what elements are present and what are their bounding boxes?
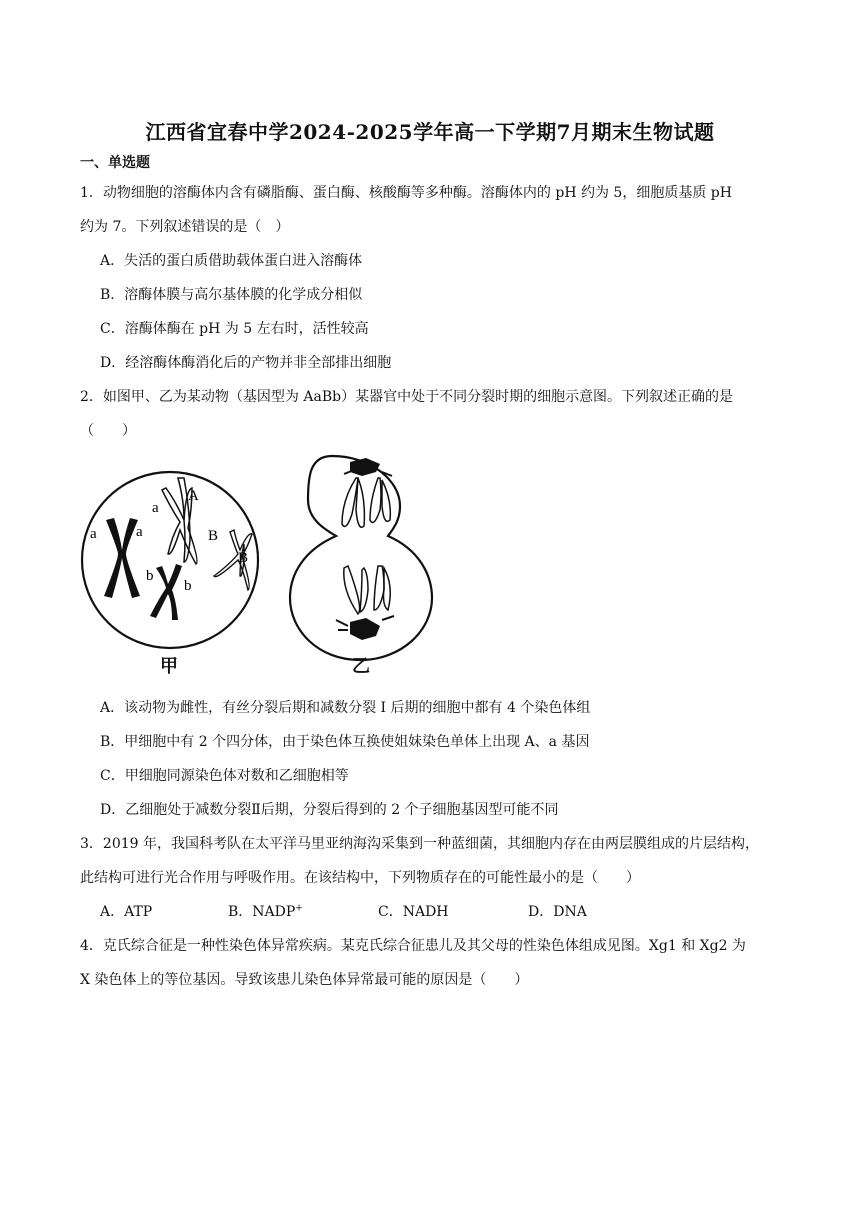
gene-label-a3: a: [152, 500, 159, 516]
chromosomes-bottom: [344, 566, 390, 614]
q2-option-d: D．乙细胞处于减数分裂Ⅱ后期，分裂后得到的 2 个子细胞基因型可能不同: [100, 802, 559, 818]
q1-option-b: B．溶酶体膜与高尔基体膜的化学成分相似: [100, 287, 363, 303]
q4-stem-line1: 4．克氏综合征是一种性染色体异常疾病。某克氏综合征患儿及其父母的性染色体组成见图。Xg1 和 Xg2 为: [80, 938, 746, 954]
figure-label-jia: 甲: [160, 656, 178, 677]
section-heading: 一、单选题: [80, 155, 150, 171]
q3-nadp-superscript: +: [295, 903, 303, 914]
chromosome-aa-black: [104, 518, 140, 598]
q3-option-c: C．NADH: [378, 904, 449, 920]
gene-label-B1: B: [208, 528, 219, 544]
cell-diagram-svg: [80, 450, 460, 690]
q1-stem-line1: 1．动物细胞的溶酶体内含有磷脂酶、蛋白酶、核酸酶等多种酶。溶酶体内的 pH 约为 5，细胞质基质 pH: [80, 185, 732, 201]
spindle-pole-bottom: [336, 616, 394, 640]
gene-label-a1: a: [90, 526, 97, 542]
q2-option-a: A．该动物为雌性，有丝分裂后期和减数分裂 I 后期的细胞中都有 4 个染色体组: [100, 700, 591, 716]
page-title: 江西省宜春中学2024-2025学年高一下学期7月期末生物试题: [145, 120, 715, 144]
q3-option-a: A．ATP: [100, 904, 153, 920]
chromosome-bb-black: [150, 564, 182, 620]
q2-option-c: C．甲细胞同源染色体对数和乙细胞相等: [100, 768, 349, 784]
q2-stem-line2: （ ）: [80, 423, 136, 439]
cell-division-figure: [80, 450, 460, 694]
cell-jia-outline: [82, 472, 258, 648]
figure-label-yi: 乙: [352, 656, 370, 677]
q3-stem-line1: 3．2019 年，我国科考队在太平洋马里亚纳海沟采集到一种蓝细菌，其细胞内存在由两层膜组成的片层结构，: [80, 836, 759, 852]
spindle-pole-top: [344, 458, 392, 476]
gene-label-B2: B: [238, 550, 249, 566]
q3-stem-line2: 此结构可进行光合作用与呼吸作用。在该结构中，下列物质存在的可能性最小的是（ ）: [80, 870, 640, 886]
q1-stem-line2: 约为 7。下列叙述错误的是（ ）: [80, 219, 290, 235]
q2-stem-line1: 2．如图甲、乙为某动物（基因型为 AaBb）某器官中处于不同分裂时期的细胞示意图。下列叙述正确的是: [80, 389, 734, 405]
chromosomes-top: [342, 478, 390, 527]
q3-option-b: B．NADP+: [228, 903, 303, 920]
gene-label-a2: a: [136, 524, 143, 540]
q4-stem-line2: X 染色体上的等位基因。导致该患儿染色体异常最可能的原因是（ ）: [80, 972, 529, 988]
q1-option-d: D．经溶酶体酶消化后的产物并非全部排出细胞: [100, 355, 392, 371]
q1-option-c: C．溶酶体酶在 pH 为 5 左右时，活性较高: [100, 321, 369, 337]
gene-label-b1: b: [146, 568, 154, 584]
gene-label-b2: b: [184, 578, 192, 594]
q1-option-a: A．失活的蛋白质借助载体蛋白进入溶酶体: [100, 253, 363, 269]
gene-label-A: A: [188, 488, 199, 504]
q3-option-d: D．DNA: [528, 904, 587, 920]
q2-option-b: B．甲细胞中有 2 个四分体，由于染色体互换使姐妹染色单体上出现 A、a 基因: [100, 734, 590, 750]
